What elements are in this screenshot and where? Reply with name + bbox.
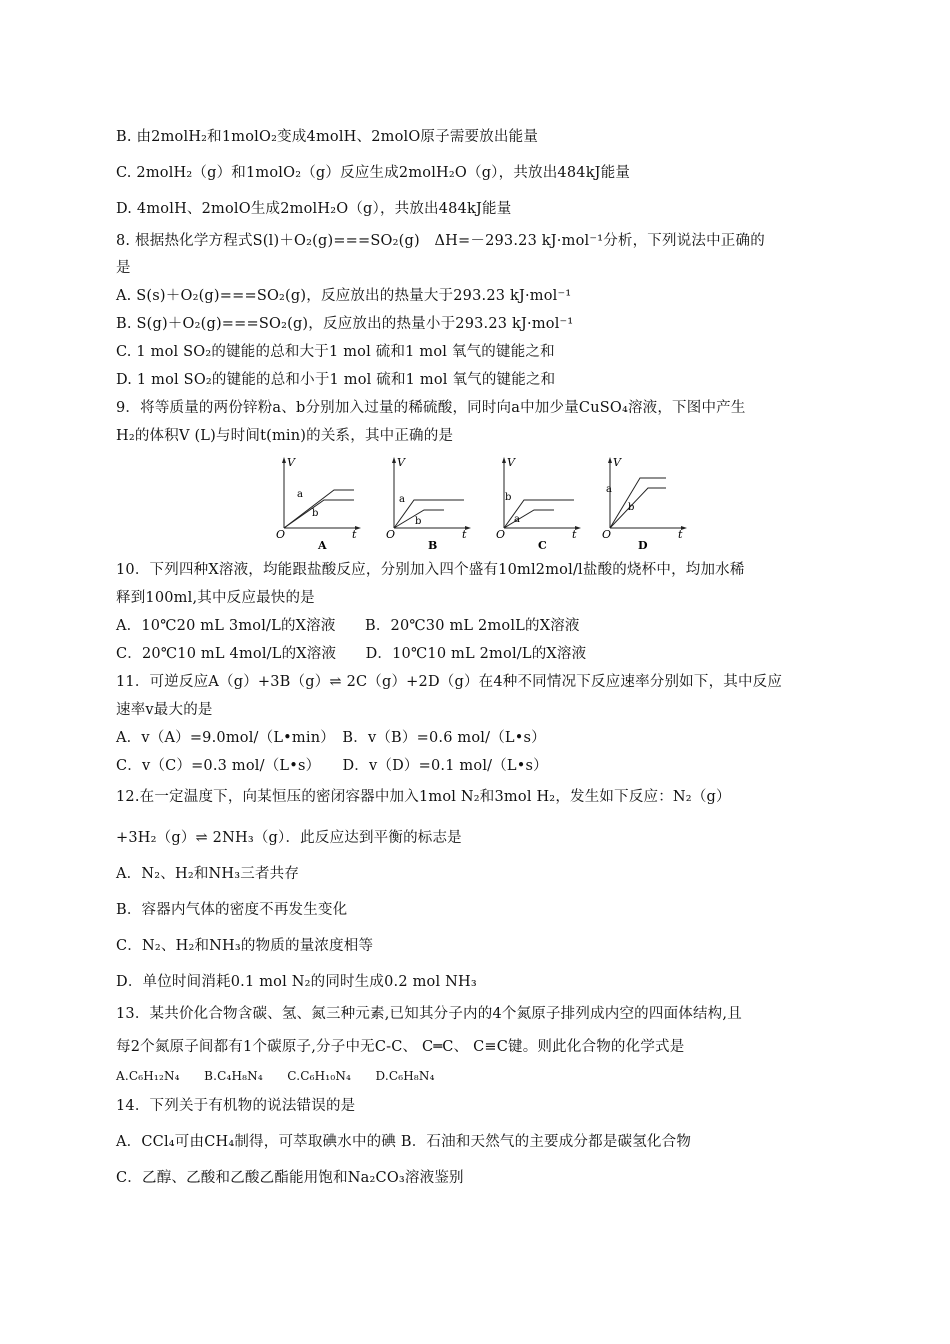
question-13-stem-cont: 每2个氮原子间都有1个碳原子,分子中无C-C、 C═C、 C≡C键。则此化合物的化学式是: [116, 1039, 685, 1055]
curve-label-upper: a: [399, 494, 405, 505]
option-7d: D. 4molH、2molO生成2molH₂O（g），共放出484kJ能量: [116, 201, 512, 217]
axis-t-label: t: [462, 528, 467, 541]
graph-option-label: A: [318, 539, 327, 552]
curve-label-upper: a: [606, 484, 612, 495]
question-8-stem: 8. 根据热化学方程式S(l)＋O₂(g)===SO₂(g) ΔH=－293.23 kJ·mol⁻¹分析，下列说法中正确的: [116, 233, 765, 249]
graph-option-label: B: [428, 539, 438, 552]
origin-label: O: [276, 528, 286, 541]
question-13-stem: 13．某共价化合物含碳、氢、氮三种元素,已知其分子内的4个氮原子排列成内空的四面体结构,且: [116, 1006, 742, 1022]
question-11-stem-cont: 速率v最大的是: [116, 702, 213, 718]
axis-v-label: V: [287, 456, 295, 469]
curve-label-lower: a: [514, 514, 520, 525]
option-8a: A. S(s)＋O₂(g)===SO₂(g)，反应放出的热量大于293.23 kJ·mol⁻¹: [116, 288, 572, 304]
axis-t-label: t: [678, 528, 683, 541]
origin-label: O: [496, 528, 506, 541]
option-7b: B. 由2molH₂和1molO₂变成4molH、2molO原子需要放出能量: [116, 129, 539, 145]
option-12b: B．容器内气体的密度不再发生变化: [116, 902, 348, 918]
question-11-stem: 11．可逆反应A（g）+3B（g）⇌ 2C（g）+2D（g）在4种不同情况下反应速率分别如下，其中反应: [116, 674, 783, 690]
question-8-stem-cont: 是: [116, 260, 131, 276]
question-14-stem: 14．下列关于有机物的说法错误的是: [116, 1098, 356, 1114]
axis-t-label: t: [572, 528, 577, 541]
curve-label-lower: b: [628, 502, 635, 513]
axis-t-label: t: [352, 528, 357, 541]
question-9-stem: 9．将等质量的两份锌粉a、b分别加入过量的稀硫酸，同时向a中加少量CuSO₄溶液，下图中产生: [116, 400, 746, 416]
axis-v-label: V: [397, 456, 405, 469]
options-14ab: A．CCl₄可由CH₄制得，可萃取碘水中的碘 B．石油和天然气的主要成分都是碳氢化合物: [116, 1134, 692, 1150]
graph-c: [492, 452, 582, 552]
curve-label-lower: b: [312, 508, 319, 519]
axis-v-label: V: [507, 456, 515, 469]
option-8d: D. 1 mol SO₂的键能的总和小于1 mol 硫和1 mol 氧气的键能之和: [116, 372, 556, 388]
question-12-stem-cont: +3H₂（g）⇌ 2NH₃（g）．此反应达到平衡的标志是: [116, 830, 462, 846]
curve-label-lower: b: [415, 516, 422, 527]
option-8b: B. S(g)＋O₂(g)===SO₂(g)，反应放出的热量小于293.23 kJ·mol⁻¹: [116, 316, 574, 332]
origin-label: O: [602, 528, 612, 541]
origin-label: O: [386, 528, 396, 541]
graph-a: [272, 452, 362, 552]
options-11ab: A．v（A）=9.0mol/（L•min） B．v（B）=0.6 mol/（L•s）: [116, 730, 546, 746]
option-12d: D．单位时间消耗0.1 mol N₂的同时生成0.2 mol NH₃: [116, 974, 477, 990]
question-12-stem: 12.在一定温度下，向某恒压的密闭容器中加入1mol N₂和3mol H₂，发生如下反应：N₂（g）: [116, 789, 731, 805]
question-10-stem: 10．下列四种X溶液，均能跟盐酸反应，分别加入四个盛有10ml2mol/l盐酸的烧杯中，均加水稀: [116, 562, 745, 578]
graph-b: [382, 452, 472, 552]
curve-label-upper: b: [505, 492, 512, 503]
option-7c: C. 2molH₂（g）和1molO₂（g）反应生成2molH₂O（g），共放出484kJ能量: [116, 165, 631, 181]
option-12a: A．N₂、H₂和NH₃三者共存: [116, 866, 300, 882]
options-10ab: A．10℃20 mL 3mol/L的X溶液 B．20℃30 mL 2molL的X溶液: [116, 618, 580, 634]
options-10cd: C．20℃10 mL 4mol/L的X溶液 D．10℃10 mL 2mol/L的X溶液: [116, 646, 587, 662]
option-12c: C．N₂、H₂和NH₃的物质的量浓度相等: [116, 938, 374, 954]
options-11cd: C．v（C）=0.3 mol/（L•s） D．v（D）=0.1 mol/（L•s）: [116, 758, 548, 774]
curve-label-upper: a: [297, 489, 303, 500]
axis-v-label: V: [613, 456, 621, 469]
graph-option-label: C: [538, 539, 547, 552]
question-9-stem-cont: H₂的体积V (L)与时间t(min)的关系，其中正确的是: [116, 428, 454, 444]
question-10-stem-cont: 释到100ml,其中反应最快的是: [116, 590, 315, 606]
graph-option-label: D: [638, 539, 648, 552]
option-14c: C．乙醇、乙酸和乙酸乙酯能用饱和Na₂CO₃溶液鉴别: [116, 1170, 464, 1186]
options-13: A.C₆H₁₂N₄ B.C₄H₈N₄ C.C₆H₁₀N₄ D.C₆H₈N₄: [116, 1069, 435, 1083]
option-8c: C. 1 mol SO₂的键能的总和大于1 mol 硫和1 mol 氧气的键能之和: [116, 344, 555, 360]
graph-d: [598, 452, 688, 552]
